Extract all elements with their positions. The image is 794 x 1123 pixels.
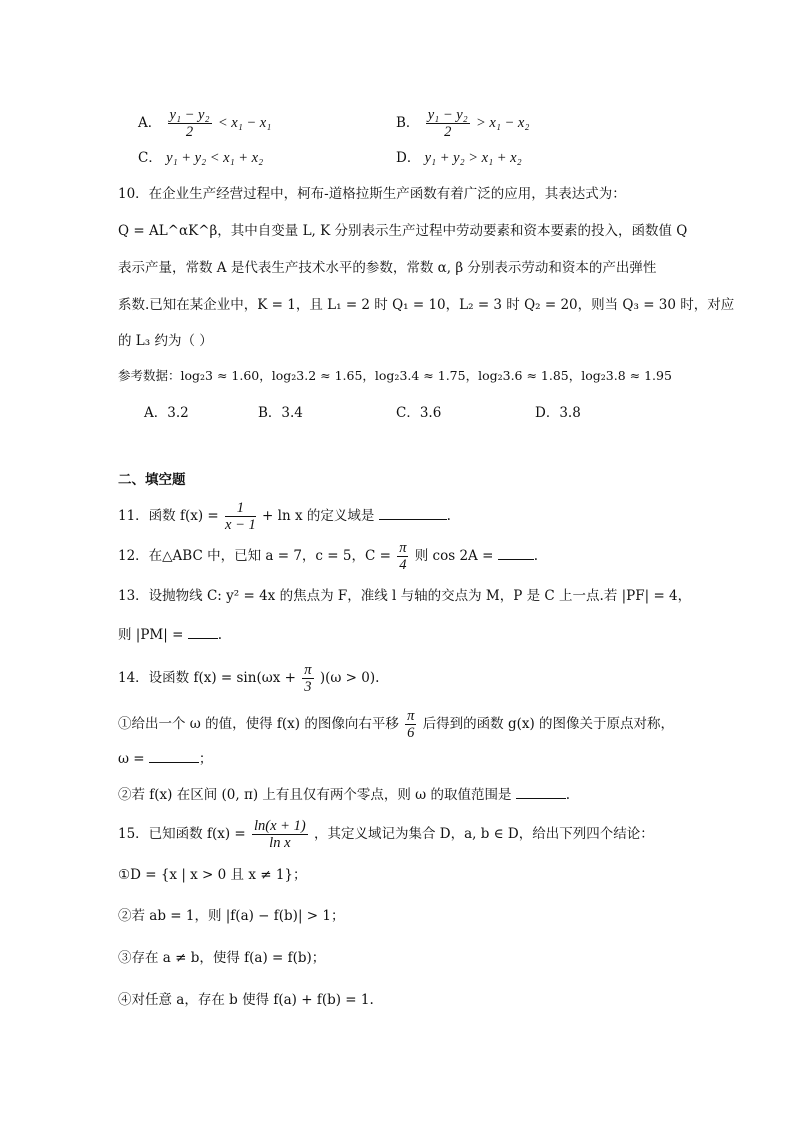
q14-part-2-end: . (565, 787, 571, 803)
q15-statement-1: ①D = {x | x > 0 且 x ≠ 1}； (118, 867, 307, 883)
section-title: 二、填空题 (118, 472, 186, 488)
fraction-numerator: 1 (225, 500, 256, 517)
q9-option-a (138, 107, 271, 140)
fraction (168, 107, 212, 140)
q9-option-c (138, 148, 263, 168)
q12-end: . (533, 548, 538, 564)
q13-end: . (217, 627, 222, 643)
q12-prefix: 12．在△ABC 中，已知 a = 7，c = 5，C = (118, 548, 391, 564)
fraction (225, 500, 256, 533)
q14-part-2-text: ②若 f(x) 在区间 (0, π) 上有且仅有两个零点，则 ω 的取值范围是 (118, 787, 512, 803)
fraction-denominator: 4 (399, 557, 407, 573)
q14-omega-label: ω = (118, 751, 145, 767)
q10-line-4: 系数.已知在某企业中，K = 1，且 L₁ = 2 时 Q₁ = 10，L₂ = 3 时 Q₂ = 20，则当 Q₃ = 30 时，对应 (118, 297, 735, 313)
q10-line-5: 的 L₃ 约为（ ） (118, 333, 213, 349)
fraction-denominator: 2 (185, 124, 194, 140)
q10-line-2: Q = AL^αK^β，其中自变量 L, K 分别表示生产过程中劳动要素和资本要素的投入，函数值 Q (118, 223, 688, 239)
fraction-numerator: π (407, 708, 415, 724)
q15-suffix: ，其定义域记为集合 D，a, b ∈ D，给出下列四个结论： (313, 826, 654, 842)
fraction (405, 708, 416, 741)
q10-option-a: A．3.2 (144, 405, 189, 421)
q14-prefix: 14．设函数 f(x) = sin(ωx + (118, 670, 296, 686)
fraction-numerator: ln(x + 1) (254, 818, 306, 834)
q11-prefix: 11．函数 f(x) = (118, 508, 219, 524)
q12 (118, 540, 538, 573)
q11-suffix: + ln x 的定义域是 (262, 508, 375, 524)
q14-part-1-prefix: ①给出一个 ω 的值，使得 f(x) 的图像向右平移 (118, 716, 399, 732)
q14-part-1-end: ； (198, 751, 213, 767)
fraction-denominator: 3 (304, 679, 312, 695)
q12-suffix: 则 cos 2A = (414, 548, 494, 564)
q10-option-c: C．3.6 (396, 405, 442, 421)
option-label: A． (138, 115, 162, 131)
fraction (426, 107, 470, 140)
fraction-denominator: x − 1 (225, 517, 256, 533)
q15-statement-2: ②若 ab = 1，则 |f(a) − f(b)| > 1； (118, 908, 345, 924)
option-expression: < x₁ − x₁ (217, 115, 272, 131)
q11 (118, 500, 451, 533)
q13-line-1: 13．设抛物线 C: y² = 4x 的焦点为 F，准线 l 与轴的交点为 M，P 是 C 上一点.若 |PF| = 4， (118, 588, 692, 604)
q15-prefix: 15．已知函数 f(x) = (118, 826, 246, 842)
q15-statement-4: ④对任意 a，存在 b 使得 f(a) + f(b) = 1. (118, 992, 374, 1008)
option-expression: > x₁ − x₂ (476, 115, 530, 131)
option-expression: y₁ + y₂ < x₁ + x₂ (166, 150, 264, 166)
fraction-numerator: y₁ − y₂ (169, 107, 210, 123)
q9-option-b (396, 107, 529, 140)
q14-suffix: )(ω > 0). (319, 670, 380, 686)
q10-reference-data: 参考数据：log₂3 ≈ 1.60，log₂3.2 ≈ 1.65，log₂3.4 ≈ 1.75，log₂3.6 ≈ 1.85，log₂3.8 ≈ 1.95 (118, 368, 672, 383)
answer-blank (188, 624, 218, 639)
q13-line-2 (118, 624, 222, 645)
fraction-numerator: y₁ − y₂ (427, 107, 468, 123)
fraction-numerator: π (304, 662, 312, 678)
q10-option-b: B．3.4 (258, 405, 303, 421)
q10-line-1: 10．在企业生产经营过程中，柯布-道格拉斯生产函数有着广泛的应用，其表达式为： (118, 186, 626, 202)
fraction (397, 540, 408, 573)
q14-part-1-line-2 (118, 748, 212, 769)
answer-blank (498, 545, 534, 560)
answer-blank (379, 505, 447, 520)
q14-stem (118, 662, 379, 695)
option-label: B． (396, 115, 420, 131)
q10-line-3: 表示产量，常数 A 是代表生产技术水平的参数，常数 α, β 分别表示劳动和资本的产出弹性 (118, 260, 657, 276)
fraction-denominator: 2 (444, 124, 452, 140)
fraction-denominator: 6 (407, 725, 415, 741)
answer-blank (516, 784, 566, 799)
fraction (302, 662, 313, 695)
fraction-denominator: ln x (269, 835, 291, 851)
q9-option-d (396, 148, 522, 168)
q15-stem (118, 818, 654, 851)
fraction (252, 818, 308, 851)
option-expression: y₁ + y₂ > x₁ + x₂ (424, 150, 522, 166)
option-label: D． (396, 150, 421, 166)
q13-line-2-text: 则 |PM| = (118, 627, 184, 643)
q11-end: . (446, 508, 451, 524)
answer-blank (149, 748, 199, 763)
q14-part-1 (118, 708, 674, 741)
fraction-numerator: π (399, 540, 407, 556)
option-label: C． (138, 150, 162, 166)
q14-part-1-suffix: 后得到的函数 g(x) 的图像关于原点对称， (422, 716, 675, 732)
q10-option-d: D．3.8 (535, 405, 581, 421)
q15-statement-3: ③存在 a ≠ b，使得 f(a) = f(b)； (118, 950, 326, 966)
q14-part-2 (118, 784, 570, 805)
